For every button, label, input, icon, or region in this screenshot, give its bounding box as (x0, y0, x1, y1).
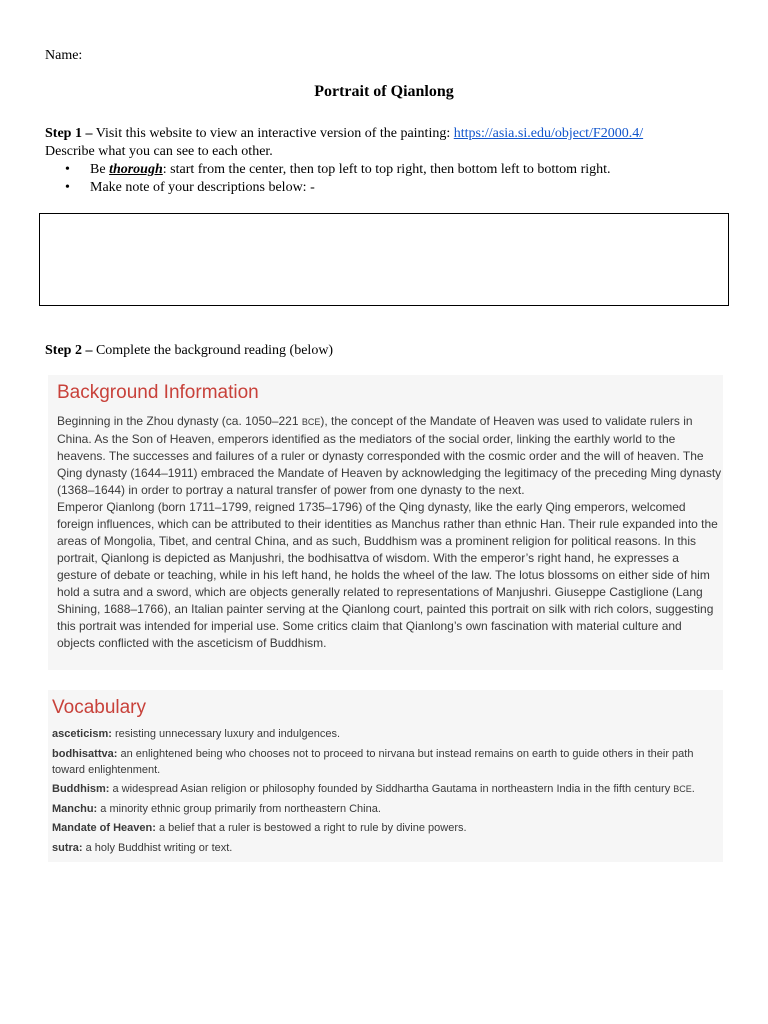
background-paragraph-2: Emperor Qianlong (born 1711–1799, reigned 1735–1796) of the Qing dynasty, like the early Qing emperors, welcomed foreign influences, which can be attributed to their identities as Manchus rather than ethnic Han. Their rule expanded into the areas of Mongolia, Tibet, and central China, and as such, Buddhism was a prominent religion for political reasons. In this portrait, Qianlong is depicted as Manjushri, the bodhisattva of wisdom. With the emperor’s right hand, he expresses a gesture of debate or teaching, while in his left hand, he holds the wheel of the law. The lotus blossoms on either side of him hold a sutra and a sword, which are objects generally related to representations of Manjushri. Giuseppe Castiglione (Lang Shining, 1688–1766), an Italian painter serving at the Qianlong court, painted this portrait on silk with rich colors, suggesting this portrait was intended for imperial use. Some critics claim that Qianlong’s own fascination with material culture and objects conflicted with the asceticism of Buddhism. (57, 500, 718, 650)
vocab-entry (52, 820, 720, 836)
vocab-term: sutra: (52, 841, 83, 854)
bullet-text: Make note of your descriptions below: - (90, 180, 315, 195)
document-title: Portrait of Qianlong (314, 83, 454, 100)
vocabulary-list (52, 726, 720, 859)
vocab-entry (52, 781, 720, 797)
bullet-icon: • (65, 162, 70, 177)
vocab-term: Mandate of Heaven: (52, 822, 156, 834)
vocab-entry (52, 746, 720, 778)
painting-link[interactable]: https://asia.si.edu/object/F2000.4/ (453, 126, 644, 141)
step-2-text: Complete the background reading (below) (92, 343, 334, 358)
step-1-bullets (45, 161, 735, 197)
step-1-label: Step 1 – (45, 126, 93, 141)
vocab-entry (52, 840, 720, 856)
vocab-definition: a minority ethnic group primarily from northeastern China. (97, 802, 381, 815)
paragraph-text: Beginning in the Zhou dynasty (ca. 1050–221 (57, 414, 302, 428)
vocabulary-panel (48, 690, 723, 862)
step-2-line (45, 343, 333, 359)
vocab-definition: resisting unnecessary luxury and indulgences. (111, 728, 341, 740)
vocab-entry (52, 801, 720, 817)
vocab-term: asceticism: (52, 728, 112, 740)
name-label: Name: (45, 48, 83, 63)
background-heading: Background Information (57, 382, 259, 403)
bullet-icon: • (65, 180, 70, 195)
step-1-text: Visit this website to view an interactive version of the painting: (92, 126, 454, 141)
vocab-term: bodhisattva: (52, 747, 118, 760)
step-1-line (45, 125, 735, 143)
vocab-definition: a widespread Asian religion or philosophy founded by Siddhartha Gautama in northeastern India in the fifth century (109, 783, 674, 795)
description-answer-box[interactable] (39, 213, 729, 306)
paragraph-text: ), the concept of the Mandate of Heaven was used to validate rulers in China. As the Son of Heaven, emperors identified as the mediators of the social order, linking the earthly world to the heavens. The successes and failures of a ruler or dynasty corresponded with the cosmic order and the will of heaven. The Qing dynasty (1644–1911) embraced the Mandate of Heaven by acknowledging the legitimacy of the preceding Ming dynasty (1368–1644) in order to portray a natural transfer of power from one dynasty to the next. (57, 414, 722, 497)
bullet-prefix: Be (90, 162, 110, 177)
vocab-term: Manchu: (52, 802, 98, 815)
step-2-label: Step 2 – (45, 343, 93, 358)
background-information-panel (48, 375, 723, 670)
vocabulary-heading: Vocabulary (52, 697, 147, 718)
bullet-item (45, 161, 735, 179)
vocab-entry (52, 726, 720, 742)
bullet-emphasis: thorough (109, 162, 163, 177)
vocab-definition: a belief that a ruler is bestowed a right to rule by divine powers. (155, 822, 467, 834)
era-abbreviation: BCE (301, 417, 321, 427)
vocab-definition: an enlightened being who chooses not to proceed to nirvana but instead remains on earth to guide others in their path toward enlightenment. (52, 747, 694, 776)
vocab-definition: a holy Buddhist writing or text. (82, 841, 233, 854)
bullet-suffix: : start from the center, then top left to top right, then bottom left to bottom right. (162, 162, 611, 177)
vocab-definition-tail: . (691, 783, 695, 795)
vocab-term: Buddhism: (52, 783, 110, 795)
step-1-line-2: Describe what you can see to each other. (45, 144, 273, 159)
step-1-section (45, 125, 735, 197)
era-abbreviation: BCE (673, 784, 692, 794)
background-paragraph-1 (57, 413, 722, 499)
bullet-item (45, 179, 735, 197)
